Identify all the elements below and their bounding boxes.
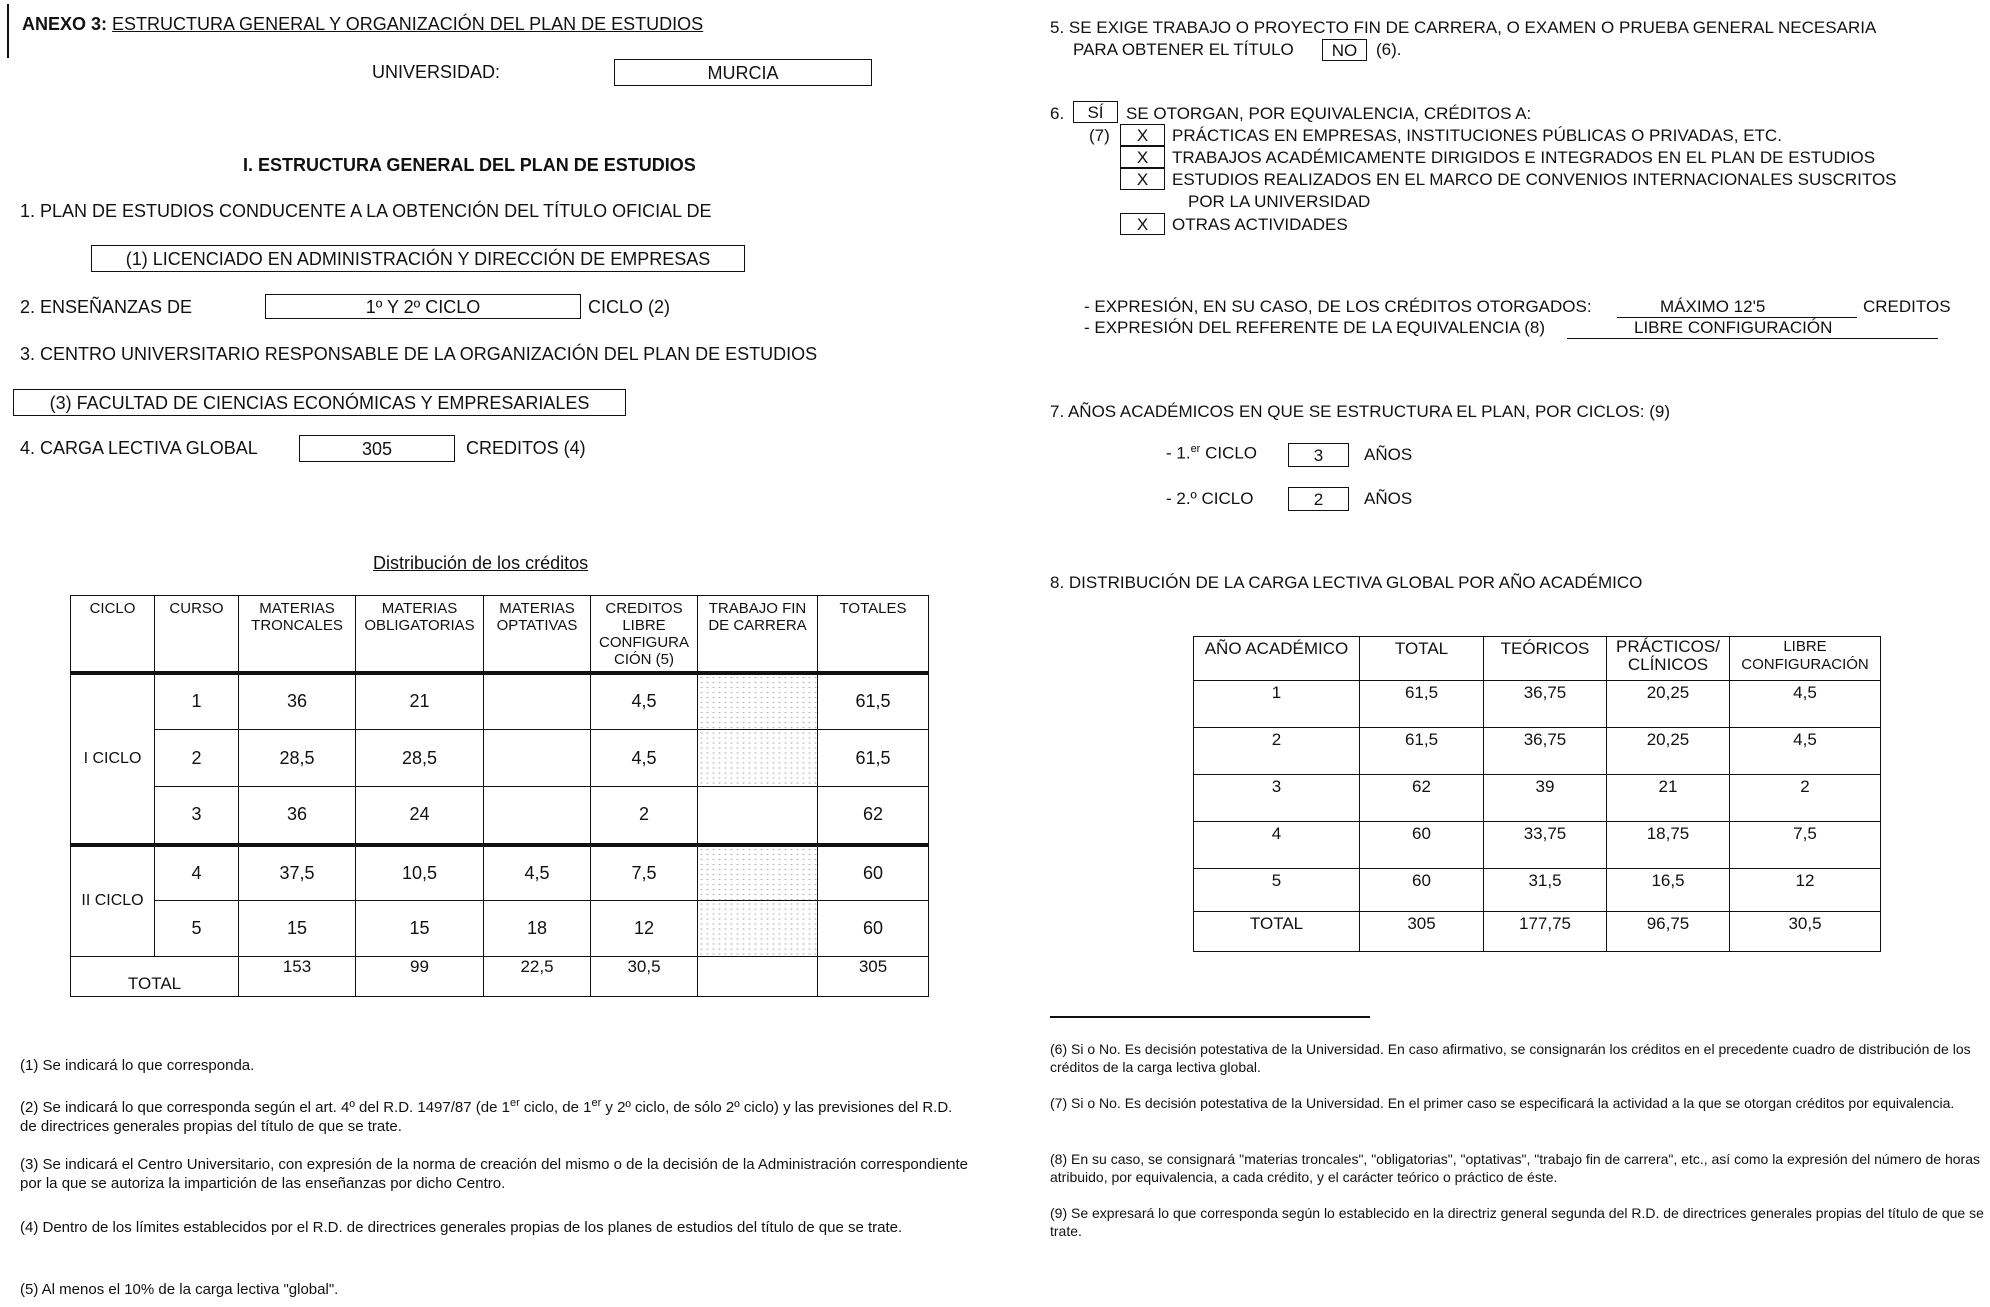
- cycle2-cell: II CICLO: [71, 845, 155, 957]
- trabajo-cell: [698, 730, 818, 787]
- item2-value: 1º Y 2º CICLO: [265, 294, 581, 319]
- cycle1-word: CICLO: [1205, 443, 1258, 463]
- item6-label: SE OTORGAN, POR EQUIVALENCIA, CRÉDITOS A:: [1126, 104, 1532, 123]
- obligatorias-cell: 21: [356, 673, 484, 730]
- item6-value: SÍ: [1073, 101, 1118, 123]
- expr1-suffix: CREDITOS: [1863, 297, 1951, 316]
- practicos-cell: 16,5: [1607, 869, 1730, 912]
- obligatorias-cell: 10,5: [356, 845, 484, 901]
- trabajo-cell: [698, 845, 818, 901]
- optativas-cell: [484, 730, 591, 787]
- total-troncales-cell: 153: [239, 957, 356, 997]
- total-total-cell: 305: [1360, 912, 1484, 952]
- item6-checkbox-1: X: [1120, 124, 1165, 146]
- credit-distribution-table: [70, 595, 929, 997]
- curso-cell: 1: [155, 673, 239, 730]
- libre-cell: 2: [591, 787, 698, 845]
- header-curso: CURSO: [155, 596, 239, 673]
- total-libre-cell: 30,5: [591, 957, 698, 997]
- total-teoricos-cell: 177,75: [1484, 912, 1607, 952]
- total-totales-cell: 305: [818, 957, 929, 997]
- libre-cell: 4,5: [1730, 681, 1881, 728]
- university-value: MURCIA: [614, 59, 872, 86]
- footnote-3: (3) Se indicará el Centro Universitario, con expresión de la norma de creación del mismo o de la decisión de la Administración correspondiente por la que se autoriza la impartición de las enseñanzas por dicho Centro.: [20, 1156, 968, 1192]
- header-teoricos: TEÓRICOS: [1484, 637, 1607, 681]
- libre-cell: 4,5: [1730, 728, 1881, 775]
- item6-checkbox-3: X: [1120, 168, 1165, 190]
- ano-cell: 4: [1194, 822, 1360, 869]
- item3-value: (3) FACULTAD DE CIENCIAS ECONÓMICAS Y EMPRESARIALES: [13, 389, 626, 416]
- footnote-2-a: (2) Se indicará lo que corresponda según el art. 4º del R.D. 1497/87 (de 1: [20, 1099, 510, 1116]
- footnote-1: (1) Se indicará lo que corresponda.: [20, 1057, 255, 1074]
- header-ciclo: CICLO: [71, 596, 155, 673]
- annex-heading: [22, 14, 703, 35]
- totales-cell: 61,5: [818, 673, 929, 730]
- ano-cell: 2: [1194, 728, 1360, 775]
- totales-cell: 60: [818, 845, 929, 901]
- total-label-cell: TOTAL: [71, 957, 239, 997]
- total-optativas-cell: 22,5: [484, 957, 591, 997]
- item6-checkbox-4: X: [1120, 213, 1165, 235]
- table-row: [1194, 728, 1881, 775]
- optativas-cell: 18: [484, 901, 591, 957]
- teoricos-cell: 36,75: [1484, 728, 1607, 775]
- item2-label: 2. ENSEÑANZAS DE: [20, 297, 193, 317]
- header-obligatorias: MATERIAS OBLIGATORIAS: [356, 596, 484, 673]
- libre-cell: 7,5: [591, 845, 698, 901]
- troncales-cell: 36: [239, 787, 356, 845]
- annual-load-table: [1193, 636, 1881, 952]
- totales-cell: 62: [818, 787, 929, 845]
- header-libre: LIBRE CONFIGURACIÓN: [1730, 637, 1881, 681]
- header-ano: AÑO ACADÉMICO: [1194, 637, 1360, 681]
- obligatorias-cell: 15: [356, 901, 484, 957]
- total-cell: 62: [1360, 775, 1484, 822]
- total-cell: 61,5: [1360, 728, 1484, 775]
- cycle2-label: - 2.º CICLO: [1166, 489, 1254, 508]
- table-row: [71, 673, 929, 730]
- libre-cell: 7,5: [1730, 822, 1881, 869]
- item5-line2: PARA OBTENER EL TÍTULO: [1073, 40, 1294, 59]
- expr2-value: LIBRE CONFIGURACIÓN: [1634, 318, 1833, 337]
- troncales-cell: 15: [239, 901, 356, 957]
- table-total-row: [71, 957, 929, 997]
- item2-suffix: CICLO (2): [588, 297, 671, 317]
- item4-value: 305: [299, 435, 455, 462]
- troncales-cell: 37,5: [239, 845, 356, 901]
- table-row: [71, 730, 929, 787]
- section-title: I. ESTRUCTURA GENERAL DEL PLAN DE ESTUDIOS: [243, 155, 696, 175]
- item5-value: NO: [1322, 39, 1367, 61]
- footnote-2-sup1: er: [509, 1097, 520, 1109]
- obligatorias-cell: 24: [356, 787, 484, 845]
- total-ano-cell: TOTAL: [1194, 912, 1360, 952]
- teoricos-cell: 33,75: [1484, 822, 1607, 869]
- footnote-8: (8) En su caso, se consignará "materias troncales", "obligatorias", "optativas", "trabajo fin de carrera", etc., así como la expresión del número de horas atribuido, por equivalencia, a cada crédito, y el carácter teórico o práctico de éste.: [1050, 1151, 1980, 1185]
- totales-cell: 60: [818, 901, 929, 957]
- header-total: TOTAL: [1360, 637, 1484, 681]
- cycle1-label: [1166, 443, 1257, 464]
- troncales-cell: 36: [239, 673, 356, 730]
- practicos-cell: 21: [1607, 775, 1730, 822]
- item6-number: 6.: [1050, 104, 1065, 123]
- item1-value: (1) LICENCIADO EN ADMINISTRACIÓN Y DIRECCIÓN DE EMPRESAS: [91, 245, 745, 272]
- practicos-cell: 18,75: [1607, 822, 1730, 869]
- total-libre-cell: 30,5: [1730, 912, 1881, 952]
- curso-cell: 5: [155, 901, 239, 957]
- footnote-2-b: ciclo, de 1: [519, 1099, 592, 1116]
- item6-option-4: OTRAS ACTIVIDADES: [1172, 215, 1348, 234]
- footnote-4: (4) Dentro de los límites establecidos por el R.D. de directrices generales propias de los planes de estudios del título de que se trate.: [20, 1219, 903, 1236]
- header-totales: TOTALES: [818, 596, 929, 673]
- table-row: [1194, 822, 1881, 869]
- libre-cell: 12: [591, 901, 698, 957]
- cycle1-years-word: AÑOS: [1364, 445, 1413, 464]
- trabajo-cell: [698, 901, 818, 957]
- teoricos-cell: 31,5: [1484, 869, 1607, 912]
- obligatorias-cell: 28,5: [356, 730, 484, 787]
- annex-title: ESTRUCTURA GENERAL Y ORGANIZACIÓN DEL PLAN DE ESTUDIOS: [112, 14, 704, 34]
- cycle1-sup: er: [1190, 443, 1201, 455]
- curso-cell: 2: [155, 730, 239, 787]
- curso-cell: 3: [155, 787, 239, 845]
- item6-checkbox-2: X: [1120, 146, 1165, 168]
- footnote-2: [20, 1094, 970, 1136]
- table-header-row: [71, 596, 929, 673]
- footnote-2-c: y 2º ciclo, de sólo 2º ciclo) y las previsiones del R.D. de directrices generales propias del título de que se trate.: [20, 1099, 953, 1135]
- footnote-6: (6) Si o No. Es decisión potestativa de la Universidad. En caso afirmativo, se consignarán los créditos en el precedente cuadro de distribución de los créditos de la carga lectiva global.: [1050, 1041, 1971, 1075]
- item5-line1: 5. SE EXIGE TRABAJO O PROYECTO FIN DE CARRERA, O EXAMEN O PRUEBA GENERAL NECESARIA: [1050, 18, 1877, 37]
- table-row: [71, 845, 929, 901]
- item6-option-2: TRABAJOS ACADÉMICAMENTE DIRIGIDOS E INTEGRADOS EN EL PLAN DE ESTUDIOS: [1172, 148, 1876, 167]
- practicos-cell: 20,25: [1607, 681, 1730, 728]
- optativas-cell: 4,5: [484, 845, 591, 901]
- trabajo-cell: [698, 673, 818, 730]
- expr1-label: - EXPRESIÓN, EN SU CASO, DE LOS CRÉDITOS OTORGADOS:: [1084, 297, 1592, 316]
- cycle1-prefix: - 1.: [1166, 443, 1191, 463]
- total-practicos-cell: 96,75: [1607, 912, 1730, 952]
- header-optativas: MATERIAS OPTATIVAS: [484, 596, 591, 673]
- table-row: [1194, 869, 1881, 912]
- practicos-cell: 20,25: [1607, 728, 1730, 775]
- optativas-cell: [484, 787, 591, 845]
- university-label: UNIVERSIDAD:: [372, 62, 501, 82]
- footnote-7: (7) Si o No. Es decisión potestativa de la Universidad. En el primer caso se especificará la actividad a la que se otorgan créditos por equivalencia.: [1050, 1095, 1955, 1111]
- item8-label: 8. DISTRIBUCIÓN DE LA CARGA LECTIVA GLOBAL POR AÑO ACADÉMICO: [1050, 573, 1643, 592]
- cycle2-years-word: AÑOS: [1364, 489, 1413, 508]
- trabajo-cell: [698, 787, 818, 845]
- header-troncales: MATERIAS TRONCALES: [239, 596, 356, 673]
- optativas-cell: [484, 673, 591, 730]
- expr1-value: MÁXIMO 12'5: [1660, 297, 1766, 316]
- header-trabajo: TRABAJO FIN DE CARRERA: [698, 596, 818, 673]
- table-total-row: [1194, 912, 1881, 952]
- item6-option-3: ESTUDIOS REALIZADOS EN EL MARCO DE CONVENIOS INTERNACIONALES SUSCRITOS: [1172, 170, 1897, 189]
- footnote-5: (5) Al menos el 10% de la carga lectiva "global".: [20, 1281, 339, 1298]
- total-cell: 60: [1360, 869, 1484, 912]
- footnote-2-sup2: er: [591, 1097, 602, 1109]
- annex-prefix: ANEXO 3:: [22, 14, 108, 34]
- item4-label: 4. CARGA LECTIVA GLOBAL: [20, 438, 258, 458]
- teoricos-cell: 36,75: [1484, 681, 1607, 728]
- ano-cell: 5: [1194, 869, 1360, 912]
- troncales-cell: 28,5: [239, 730, 356, 787]
- libre-cell: 2: [1730, 775, 1881, 822]
- margin-line: [7, 4, 9, 58]
- header-libre: CREDITOS LIBRE CONFIGURA CIÓN (5): [591, 596, 698, 673]
- item5-suffix: (6).: [1376, 40, 1402, 59]
- cycle1-cell: I CICLO: [71, 673, 155, 845]
- distribution-title: Distribución de los créditos: [373, 553, 589, 573]
- table-row: [1194, 681, 1881, 728]
- table-row: [71, 787, 929, 845]
- total-obligatorias-cell: 99: [356, 957, 484, 997]
- libre-cell: 4,5: [591, 730, 698, 787]
- total-cell: 60: [1360, 822, 1484, 869]
- table-row: [71, 901, 929, 957]
- cycle2-years-value: 2: [1288, 487, 1349, 511]
- item7-label: 7. AÑOS ACADÉMICOS EN QUE SE ESTRUCTURA EL PLAN, POR CICLOS: (9): [1050, 402, 1671, 421]
- expr2-label: - EXPRESIÓN DEL REFERENTE DE LA EQUIVALENCIA (8): [1084, 318, 1546, 337]
- ano-cell: 3: [1194, 775, 1360, 822]
- teoricos-cell: 39: [1484, 775, 1607, 822]
- item3-label: 3. CENTRO UNIVERSITARIO RESPONSABLE DE LA ORGANIZACIÓN DEL PLAN DE ESTUDIOS: [20, 344, 818, 364]
- footnote-separator: [1050, 1016, 1370, 1018]
- cycle1-years-value: 3: [1288, 443, 1349, 467]
- curso-cell: 4: [155, 845, 239, 901]
- libre-cell: 4,5: [591, 673, 698, 730]
- footnote-9: (9) Se expresará lo que corresponda según lo establecido en la directriz general segunda del R.D. de directrices generales propias del título de que se trate.: [1050, 1205, 1984, 1239]
- item1-label: 1. PLAN DE ESTUDIOS CONDUCENTE A LA OBTENCIÓN DEL TÍTULO OFICIAL DE: [20, 201, 712, 221]
- ano-cell: 1: [1194, 681, 1360, 728]
- item6-option-1: PRÁCTICAS EN EMPRESAS, INSTITUCIONES PÚBLICAS O PRIVADAS, ETC.: [1172, 126, 1782, 145]
- totales-cell: 61,5: [818, 730, 929, 787]
- table-header-row: [1194, 637, 1881, 681]
- item4-suffix: CREDITOS (4): [466, 438, 586, 458]
- total-trabajo-cell: [698, 957, 818, 997]
- libre-cell: 12: [1730, 869, 1881, 912]
- total-cell: 61,5: [1360, 681, 1484, 728]
- table-row: [1194, 775, 1881, 822]
- item6-ref: (7): [1089, 126, 1110, 145]
- header-practicos: PRÁCTICOS/ CLÍNICOS: [1607, 637, 1730, 681]
- item6-option-3-cont: POR LA UNIVERSIDAD: [1188, 192, 1371, 211]
